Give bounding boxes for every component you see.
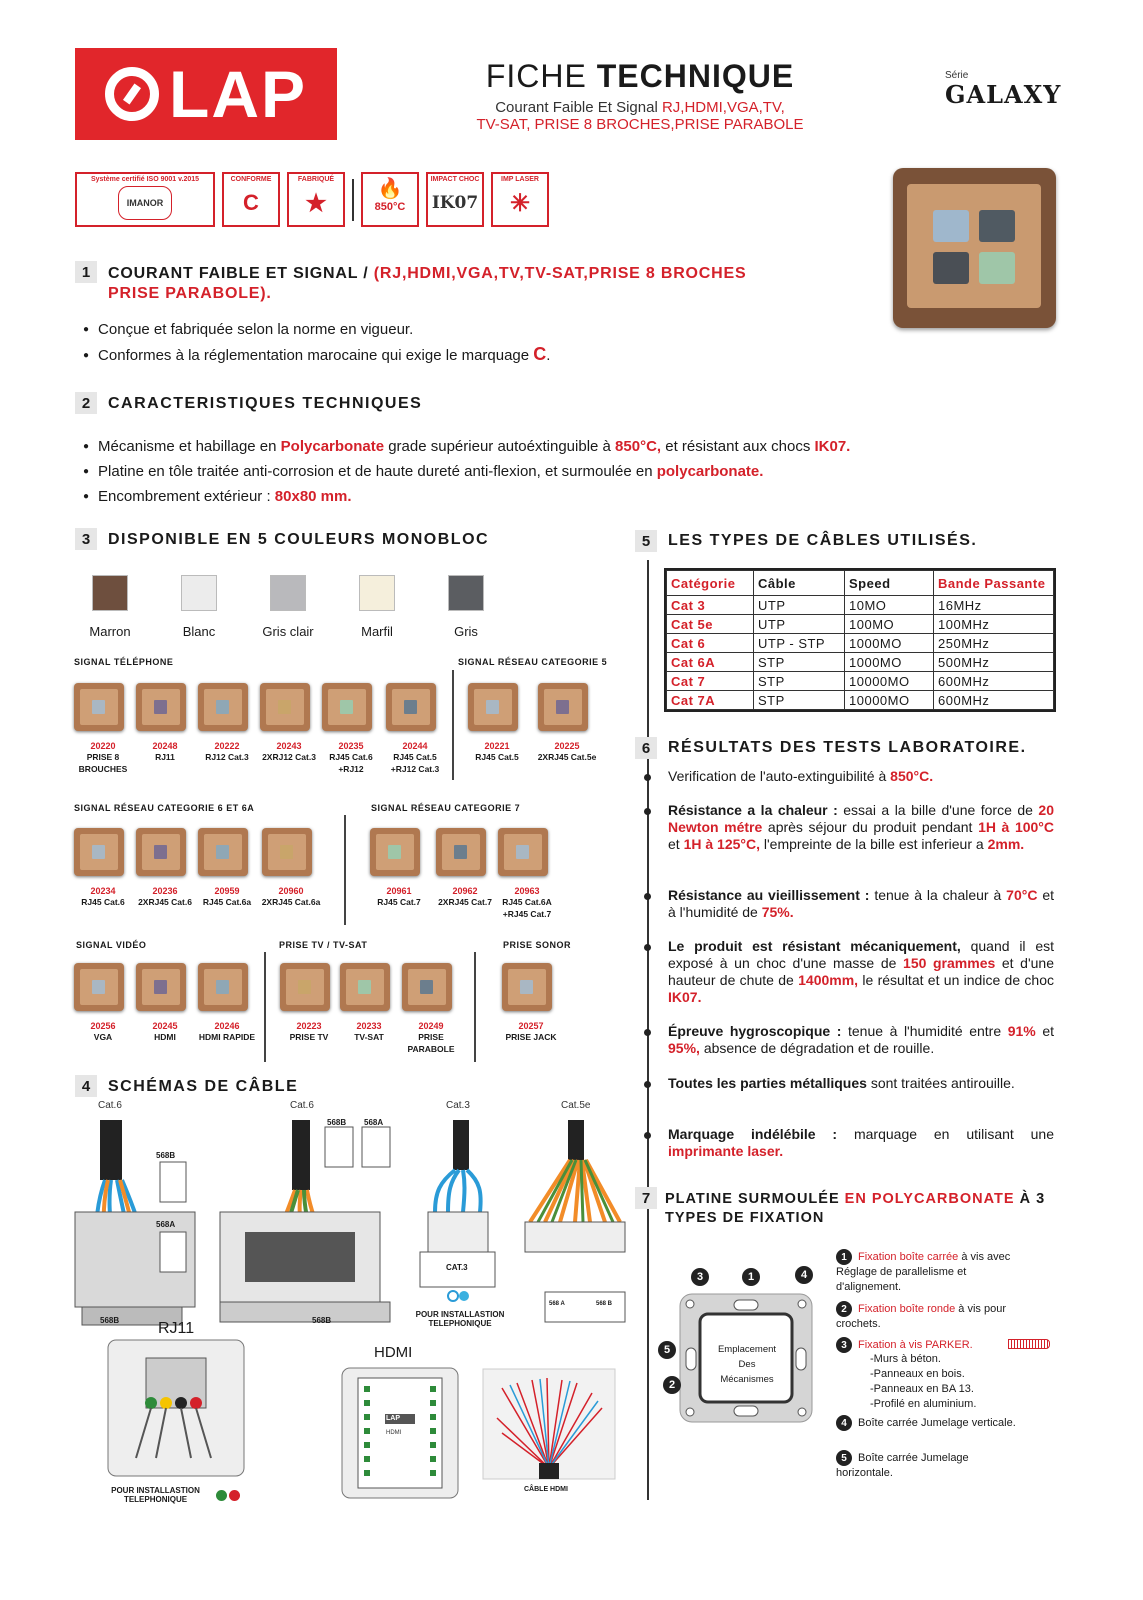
table-cell: Cat 7 <box>667 672 754 691</box>
title-bold: TECHNIQUE <box>596 58 795 94</box>
color-swatch <box>248 575 328 639</box>
product-name: PRISE 8 BROUCHES <box>78 752 128 774</box>
group-label: SIGNAL TÉLÉPHONE <box>74 657 174 667</box>
plug-icon <box>105 67 159 121</box>
product-name: 2XRJ45 Cat.5e <box>537 752 597 762</box>
marker-4: 4 <box>795 1266 813 1284</box>
product-code: 20249 <box>418 1021 444 1031</box>
table-row <box>667 596 1054 615</box>
module-grey <box>979 210 1015 242</box>
divider <box>344 815 346 925</box>
color-name: Gris <box>454 624 478 639</box>
cert-850: 🔥 850°C <box>361 172 419 227</box>
product-plate <box>74 963 124 1011</box>
timeline-dot <box>644 944 651 951</box>
product-plate <box>386 683 436 731</box>
product-code: 20225 <box>554 741 580 751</box>
product-name: RJ45 Cat.5 +RJ12 Cat.3 <box>390 752 440 774</box>
logo-text: LAP <box>169 57 307 131</box>
table-row <box>667 672 1054 691</box>
timeline-dot <box>644 893 651 900</box>
product-item <box>256 683 322 763</box>
color-chip <box>448 575 484 611</box>
table-cell: Cat 6 <box>667 634 754 653</box>
product-photo <box>893 168 1056 328</box>
group-label: SIGNAL RÉSEAU CATEGORIE 5 <box>458 657 608 667</box>
table-cell: 100MO <box>845 615 934 634</box>
table-cell: UTP <box>754 596 845 615</box>
section-1-bullets: ● Conçue et fabriquée selon la norme en vigueur. ● Conformes à la réglementation marocaine qui exige le marquage C. <box>83 317 550 368</box>
result-marquage: Marquage indélébile : marquage en utilisant une imprimante laser. <box>668 1126 1055 1159</box>
marker-5: 5 <box>658 1341 676 1359</box>
product-item <box>494 828 560 920</box>
result-chaleur: Résistance a la chaleur : essai a la bille d'une force de 20 Newton métre après séjour du produit pendant 1H à 100°C et 1H à 125°C, l'empreinte de la bille est inferieur a 2mm. <box>668 802 1055 852</box>
product-code: 20257 <box>518 1021 544 1031</box>
product-name: RJ45 Cat.7 <box>377 897 421 907</box>
color-swatches <box>70 575 515 639</box>
product-plate <box>436 828 486 876</box>
table-cell: 600MHz <box>934 691 1054 710</box>
product-item <box>194 828 260 908</box>
table-cell: Cat 5e <box>667 615 754 634</box>
marker-2: 2 <box>663 1376 681 1394</box>
section-3-title: DISPONIBLE EN 5 COULEURS MONOBLOC <box>108 531 490 548</box>
product-plate <box>198 683 248 731</box>
product-plate <box>502 963 552 1011</box>
subtitle-black: Courant Faible Et Signal <box>495 99 658 116</box>
module-blue <box>933 210 969 242</box>
fixation-1: 1 Fixation boîte carrée à vis avec Réglage de parallelisme et d'alignement. <box>836 1250 1011 1293</box>
product-item <box>132 683 198 763</box>
title-light: FICHE <box>485 58 587 94</box>
product-name: TV-SAT <box>354 1032 384 1042</box>
divider <box>474 952 476 1062</box>
product-code: 20963 <box>514 886 540 896</box>
subtitle-red-1: RJ,HDMI,VGA,TV, <box>661 99 785 116</box>
table-row <box>667 691 1054 710</box>
product-plate <box>340 963 390 1011</box>
laser-icon: ✳ <box>509 189 531 217</box>
table-cell: 500MHz <box>934 653 1054 672</box>
product-name: RJ45 Cat.6A +RJ45 Cat.7 <box>502 897 552 919</box>
cert-iso: Système certifié ISO 9001 v.2015 IMANOR <box>75 172 215 227</box>
table-cell: 16MHz <box>934 596 1054 615</box>
cert-laser: IMP LASER ✳ <box>491 172 549 227</box>
product-name: HDMI <box>154 1032 176 1042</box>
divider <box>264 952 266 1062</box>
product-item <box>432 828 498 908</box>
product-code: 20959 <box>214 886 240 896</box>
group-label: SIGNAL RÉSEAU CATEGORIE 7 <box>371 803 521 813</box>
result-mecanique: Le produit est résistant mécaniquement, quand il est exposé à un choc d'une masse de 150 grammes et d'une hauteur de chute de 1400mm, le résultat et un indice de choc IK07. <box>668 938 1055 1005</box>
table-cell: STP <box>754 672 845 691</box>
section-4-title: SCHÉMAS DE CÂBLE <box>108 1078 299 1095</box>
section-7-title: PLATINE SURMOULÉE EN POLYCARBONATE À 3 TYPES DE FIXATION <box>665 1191 1046 1226</box>
result-hygroscopique: Épreuve hygroscopique : tenue à l'humidité entre 91% et 95%, absence de dégradation et de rouille. <box>668 1023 1055 1056</box>
group-label: SIGNAL RÉSEAU CATEGORIE 6 ET 6A <box>74 803 255 813</box>
fixation-2: 2 Fixation boîte ronde à vis pour crochets. <box>836 1302 1006 1330</box>
result-vieillissement: Résistance au vieillissement : tenue à la chaleur à 70°C et à l'humidité de 75%. <box>668 887 1055 920</box>
product-name: 2XRJ45 Cat.6 <box>138 897 192 907</box>
product-plate <box>198 828 248 876</box>
product-name: RJ11 <box>155 752 175 762</box>
product-name: RJ12 Cat.3 <box>205 752 249 762</box>
lap-logo <box>75 48 337 140</box>
rj11-diagram <box>106 1338 246 1478</box>
table-cell: Cat 3 <box>667 596 754 615</box>
table-cell: Bande Passante <box>934 571 1054 596</box>
cable-diagrams <box>70 1112 630 1332</box>
product-name: RJ45 Cat.6 +RJ12 <box>329 752 373 774</box>
product-code: 20220 <box>90 741 116 751</box>
section-number: 5 <box>635 530 657 552</box>
cert-conforme: CONFORME C <box>222 172 280 227</box>
result-autoext: Verification de l'auto-extinguibilité à 850°C. <box>668 768 934 784</box>
screw-icon <box>1008 1339 1050 1349</box>
product-code: 20962 <box>452 886 478 896</box>
product-code: 20221 <box>484 741 510 751</box>
product-code: 20236 <box>152 886 178 896</box>
color-swatch <box>337 575 417 639</box>
product-item <box>382 683 448 775</box>
table-cell: 1000MO <box>845 634 934 653</box>
group-label: PRISE SONOR <box>503 940 572 950</box>
section-number: 1 <box>75 261 97 283</box>
table-cell: UTP <box>754 615 845 634</box>
section-2-bullets: ● Mécanisme et habillage en Polycarbonate grade supérieur autoéxtinguible à 850°C, et résistant aux chocs IK07. ● Platine en tôle traitée anti-corrosion et de haute dureté anti-flexion, et surmoulée en polycarbonate. ● Encombrement extérieur : 80x80 mm. <box>83 434 1083 509</box>
color-name: Blanc <box>182 624 216 639</box>
timeline-dot <box>644 1132 651 1139</box>
table-cell: Cat 7A <box>667 691 754 710</box>
product-item <box>132 963 198 1043</box>
product-plate <box>260 683 310 731</box>
product-plate <box>136 828 186 876</box>
product-code: 20223 <box>296 1021 322 1031</box>
product-name: PRISE JACK <box>505 1032 557 1042</box>
table-cell: Câble <box>754 571 845 596</box>
product-item <box>132 828 198 908</box>
green-dot <box>216 1490 227 1501</box>
table-header-row <box>667 571 1054 596</box>
color-chip <box>92 575 128 611</box>
section-number: 7 <box>635 1187 657 1209</box>
flame-icon: 🔥 <box>377 178 403 200</box>
product-plate <box>280 963 330 1011</box>
group-label: PRISE TV / TV-SAT <box>279 940 368 950</box>
cable-types-table <box>666 570 1054 710</box>
section-1-title: COURANT FAIBLE ET SIGNAL / (RJ,HDMI,VGA,TV,TV-SAT,PRISE 8 BROCHES PRISE PARABOLE). <box>108 265 747 302</box>
table-cell: 600MHz <box>934 672 1054 691</box>
product-plate <box>74 683 124 731</box>
product-code: 20961 <box>386 886 412 896</box>
table-cell: 10MO <box>845 596 934 615</box>
product-item <box>70 683 136 775</box>
product-code: 20234 <box>90 886 116 896</box>
product-name: 2XRJ12 Cat.3 <box>262 752 316 762</box>
table-cell: 250MHz <box>934 634 1054 653</box>
divider <box>452 670 454 780</box>
product-code: 20222 <box>214 741 240 751</box>
product-item <box>194 683 260 763</box>
product-code: 20243 <box>276 741 302 751</box>
product-item <box>276 963 342 1043</box>
table-cell: 10000MO <box>845 672 934 691</box>
product-code: 20233 <box>356 1021 382 1031</box>
product-name: 2XRJ45 Cat.6a <box>261 897 321 907</box>
red-dot <box>229 1490 240 1501</box>
product-item <box>464 683 530 763</box>
marker-1: 1 <box>742 1268 760 1286</box>
subtitle-red-2: TV-SAT, PRISE 8 BROCHES,PRISE PARABOLE <box>476 116 804 133</box>
product-item <box>70 963 136 1043</box>
product-code: 20246 <box>214 1021 240 1031</box>
section-2-title: CARACTERISTIQUES TECHNIQUES <box>108 395 423 412</box>
fixation-5: 5 Boîte carrée Jumelage horizontale. <box>836 1451 969 1479</box>
product-name: 2XRJ45 Cat.7 <box>438 897 492 907</box>
table-cell: 100MHz <box>934 615 1054 634</box>
result-antirouille: Toutes les parties métalliques sont traitées antirouille. <box>668 1075 1015 1091</box>
fixation-4: 4 Boîte carrée Jumelage verticale. <box>836 1415 1016 1431</box>
color-chip <box>270 575 306 611</box>
product-code: 20235 <box>338 741 364 751</box>
table-row <box>667 653 1054 672</box>
product-plate <box>262 828 312 876</box>
product-plate <box>538 683 588 731</box>
table-cell: 1000MO <box>845 653 934 672</box>
table-cell: Speed <box>845 571 934 596</box>
parker-list: -Murs à béton. -Panneaux en bois. -Panneaux en BA 13. -Profilé en aluminium. <box>870 1353 977 1410</box>
product-item <box>366 828 432 908</box>
color-name: Marron <box>89 624 131 639</box>
color-swatch <box>70 575 150 639</box>
section-6-title: RÉSULTATS DES TESTS LABORATOIRE. <box>668 739 1027 756</box>
color-swatch <box>159 575 239 639</box>
document-title <box>400 58 880 133</box>
product-name: HDMI RAPIDE <box>198 1032 256 1042</box>
product-code: 20960 <box>278 886 304 896</box>
module-dark <box>933 252 969 284</box>
table-cell: Cat 6A <box>667 653 754 672</box>
product-code: 20244 <box>402 741 428 751</box>
group-label: SIGNAL VIDÉO <box>76 940 147 950</box>
hdmi-label: HDMI <box>374 1344 413 1361</box>
product-name: RJ45 Cat.5 <box>475 752 519 762</box>
certification-row <box>75 172 549 227</box>
product-item <box>336 963 402 1043</box>
product-item <box>318 683 384 775</box>
table-cell: Catégorie <box>667 571 754 596</box>
color-name: Marfil <box>361 624 393 639</box>
product-code: 20256 <box>90 1021 116 1031</box>
color-chip <box>359 575 395 611</box>
product-plate <box>402 963 452 1011</box>
product-code: 20248 <box>152 741 178 751</box>
section-number: 2 <box>75 392 97 414</box>
section-number: 4 <box>75 1075 97 1097</box>
product-item <box>258 828 324 908</box>
conformity-mark-icon: C <box>243 190 259 215</box>
product-plate <box>370 828 420 876</box>
product-plate <box>498 828 548 876</box>
fixation-3: 3 Fixation à vis PARKER. <box>836 1337 1016 1353</box>
product-code: 20245 <box>152 1021 178 1031</box>
table-cell: UTP - STP <box>754 634 845 653</box>
table-row <box>667 634 1054 653</box>
product-plate <box>74 828 124 876</box>
timeline-dot <box>644 808 651 815</box>
timeline-dot <box>644 1081 651 1088</box>
serie-name: GALAXY <box>945 80 1062 109</box>
table-cell: STP <box>754 691 845 710</box>
product-plate <box>136 683 186 731</box>
timeline-dot <box>644 1029 651 1036</box>
product-item <box>398 963 464 1055</box>
product-item <box>498 963 564 1043</box>
section-5-title: LES TYPES DE CÂBLES UTILISÉS. <box>668 532 978 549</box>
serie-label: Série <box>945 70 969 81</box>
table-cell: 10000MO <box>845 691 934 710</box>
cert-ik07: IMPACT CHOC IK07 <box>426 172 484 227</box>
product-name: VGA <box>93 1032 113 1042</box>
product-name: RJ45 Cat.6a <box>202 897 252 907</box>
table-cell: STP <box>754 653 845 672</box>
product-plate <box>198 963 248 1011</box>
color-swatch <box>426 575 506 639</box>
product-item <box>70 828 136 908</box>
product-plate <box>136 963 186 1011</box>
product-plate <box>322 683 372 731</box>
product-item <box>534 683 600 763</box>
cert-fabrique: FABRIQUÉ ★ <box>287 172 345 227</box>
section-number: 6 <box>635 737 657 759</box>
timeline-dot <box>644 774 651 781</box>
divider <box>352 179 354 221</box>
platine-center-label: Emplacement Des Mécanismes <box>717 1344 777 1385</box>
marker-3: 3 <box>691 1268 709 1286</box>
conformity-mark-icon: C <box>533 344 547 364</box>
color-chip <box>181 575 217 611</box>
hdmi-cable-diagram <box>482 1368 616 1480</box>
section-number: 3 <box>75 528 97 550</box>
product-name: PRISE TV <box>289 1032 329 1042</box>
product-name: PRISE PARABOLE <box>407 1032 455 1054</box>
rj11-label: RJ11 <box>158 1320 195 1337</box>
table-row <box>667 615 1054 634</box>
color-name: Gris clair <box>262 624 314 639</box>
module-green <box>979 252 1015 284</box>
product-name: RJ45 Cat.6 <box>81 897 125 907</box>
product-item <box>194 963 260 1043</box>
star-icon: ★ <box>305 189 327 217</box>
product-plate <box>468 683 518 731</box>
